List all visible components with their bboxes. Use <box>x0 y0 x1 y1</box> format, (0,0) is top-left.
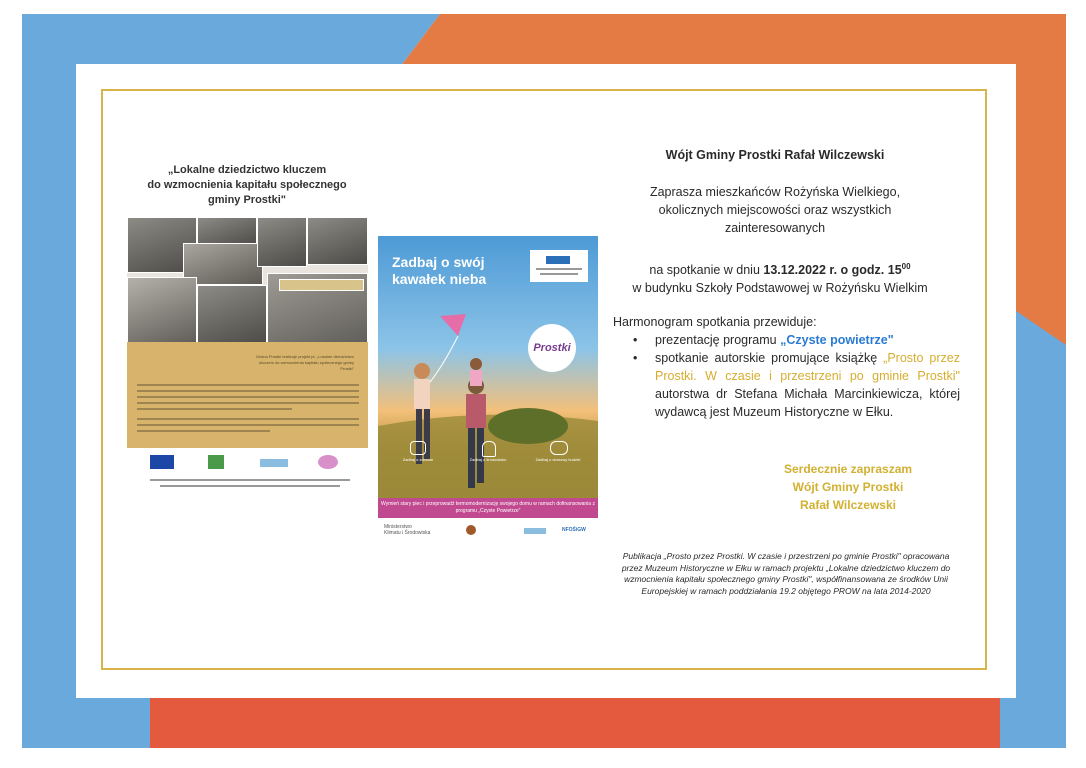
prostki-logo: Prostki <box>528 324 576 372</box>
poster-bottom-strip: Wymień stary piec i przeprowadź termomodernizację swojego domu w ramach dofinansowania z programu „Czyste Powietrze" <box>378 498 598 518</box>
benefit-health: Zadbaj o zdrowie <box>402 457 434 462</box>
lgd-small-logo-icon <box>524 528 546 534</box>
ministry-label: Ministerstwo Klimatu i Środowiska <box>384 524 431 536</box>
lgd-logo-icon <box>260 459 288 467</box>
bullet-icon: • <box>633 351 638 365</box>
heart-icon <box>410 441 426 455</box>
closing-line-1: Serdecznie zapraszam <box>783 462 913 476</box>
photo-caption: Gmina Prostki realizuje projekt pt. „Lokalne dziedzictwo kluczem do wzmocnienia kapitału społecznego gminy Prostki" <box>255 354 354 371</box>
funding-logos-poster <box>384 522 598 542</box>
funding-logos-left <box>150 455 350 473</box>
gmina-logo-icon <box>466 525 476 535</box>
poster-badge-icon <box>530 250 588 282</box>
closing-line-3: Rafał Wilczewski <box>800 498 896 512</box>
schedule-item-2: • spotkanie autorskie promujące książkę „Prosto przez Prostki. W czasie i przestrzeni po gminie Prostki" autorstwa dr Stefana Michała Marcinkiewicza, której wydawcą jest Muzeum Historyczne w Ełku. <box>633 351 960 419</box>
schedule-item-1: • prezentację programu „Czyste powietrze" <box>633 333 894 347</box>
project-title: „Lokalne dziedzictwo kluczem do wzmocnienia kapitału społecznego gminy Prostki" <box>147 164 347 206</box>
piggy-bank-icon <box>550 441 568 455</box>
blue-band-bottom-right <box>1000 700 1066 748</box>
meeting-hour-minutes: 00 <box>901 262 911 271</box>
signature-block <box>760 460 936 514</box>
publication-note: Publikacja „Prosto przez Prostki. W czasie i przestrzeni po gminie Prostki" opracowana przez Muzeum Historyczne w Ełku w ramach projektu „Lokalne dziedzictwo kluczem do wzmocnienia kapitału społecznego gminy Prostki", współfinansowana ze środków Unii Europejskiej w ramach poddziałania 19.2 objętego PROW na lata 2014-2020 <box>621 551 951 596</box>
eu-flag-icon <box>150 455 174 469</box>
poster-headline: Zadbaj o swój kawałek nieba <box>392 254 487 287</box>
closing-line-2: Wójt Gminy Prostki <box>792 480 904 494</box>
meeting-prefix: na spotkanie w dniu <box>649 263 760 278</box>
schedule-intro: Harmonogram spotkania przewiduje: <box>613 315 817 329</box>
schedule-list <box>615 331 960 421</box>
project-description-box <box>127 342 368 448</box>
invitation-text: Zaprasza mieszkańców Rożyńska Wielkiego, okolicznych miejscowości oraz wszystkich zainteresowanych <box>649 185 901 235</box>
program-name: „Czyste powietrze" <box>780 333 894 347</box>
meeting-place: w budynku Szkoły Podstawowej w Rożyńsku Wielkim <box>632 281 928 296</box>
czyste-powietrze-poster <box>378 236 598 518</box>
description-text <box>137 384 359 436</box>
bullet-icon: • <box>633 333 638 347</box>
meeting-date: 13.12.2022 r. o godz. 15 <box>763 263 902 278</box>
benefit-budget: Zadbaj o domowy budżet <box>535 457 581 462</box>
invitation-heading: Wójt Gminy Prostki Rafał Wilczewski <box>665 148 885 162</box>
nfos-label: NFOŚiGW <box>562 527 586 533</box>
tree-icon <box>482 441 496 457</box>
archive-photos-collage <box>127 217 368 357</box>
benefit-environment: Zadbaj o środowisko <box>469 457 507 462</box>
prow-logo-icon <box>318 455 338 469</box>
poster-benefit-icons <box>388 441 588 471</box>
leader-logo-icon <box>208 455 224 469</box>
meeting-details <box>600 258 960 297</box>
book-title: „Prosto przez Prostki. W czasie i przestrzeni po gminie Prostki" <box>655 351 960 383</box>
